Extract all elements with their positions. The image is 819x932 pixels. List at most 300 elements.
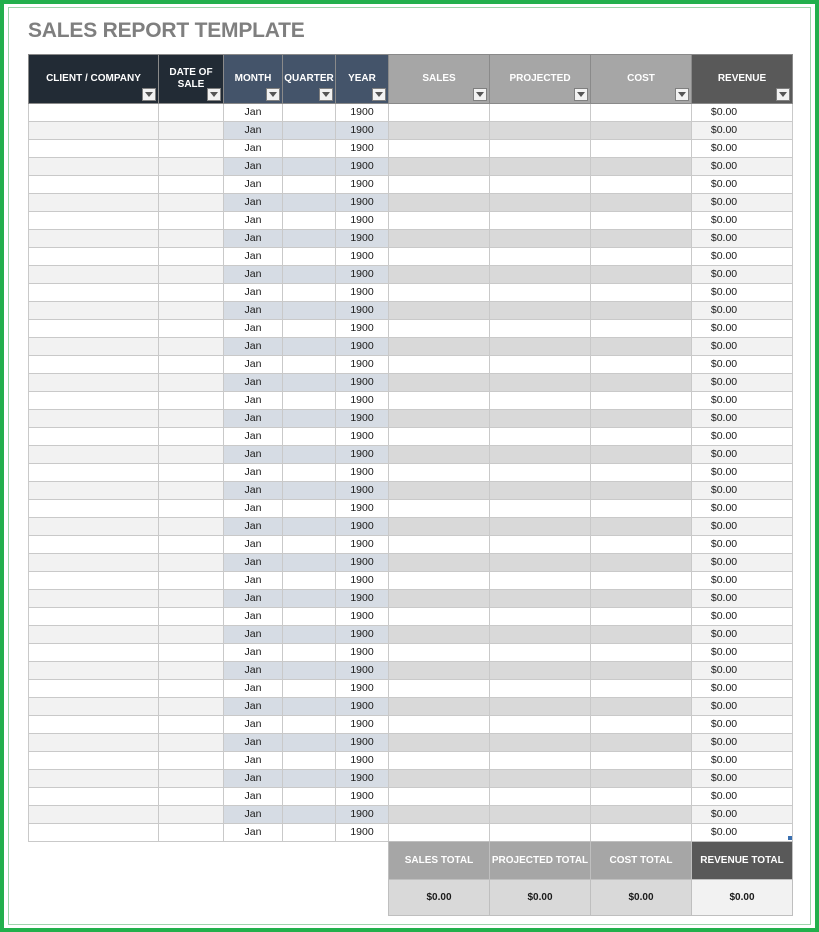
quarter-cell[interactable] [283, 608, 336, 626]
column-header-sales[interactable] [389, 55, 490, 104]
month-cell[interactable]: Jan [224, 230, 283, 248]
month-cell[interactable]: Jan [224, 428, 283, 446]
revenue-cell[interactable]: $0.00 [692, 122, 793, 140]
date-of-sale-cell[interactable] [159, 554, 224, 572]
filter-dropdown-icon[interactable] [574, 88, 588, 101]
month-cell[interactable]: Jan [224, 410, 283, 428]
revenue-cell[interactable]: $0.00 [692, 734, 793, 752]
year-cell[interactable]: 1900 [336, 500, 389, 518]
date-of-sale-cell[interactable] [159, 302, 224, 320]
revenue-cell[interactable]: $0.00 [692, 716, 793, 734]
revenue-cell[interactable]: $0.00 [692, 554, 793, 572]
date-of-sale-cell[interactable] [159, 698, 224, 716]
month-cell[interactable]: Jan [224, 680, 283, 698]
cost-cell[interactable] [591, 500, 692, 518]
client-cell[interactable] [29, 536, 159, 554]
cost-cell[interactable] [591, 716, 692, 734]
client-cell[interactable] [29, 752, 159, 770]
client-cell[interactable] [29, 194, 159, 212]
client-cell[interactable] [29, 590, 159, 608]
sales-cell[interactable] [389, 158, 490, 176]
projected-cell[interactable] [490, 356, 591, 374]
sales-cell[interactable] [389, 338, 490, 356]
projected-cell[interactable] [490, 338, 591, 356]
sales-cell[interactable] [389, 266, 490, 284]
year-cell[interactable]: 1900 [336, 752, 389, 770]
sales-cell[interactable] [389, 122, 490, 140]
year-cell[interactable]: 1900 [336, 284, 389, 302]
month-cell[interactable]: Jan [224, 752, 283, 770]
revenue-cell[interactable]: $0.00 [692, 284, 793, 302]
cost-cell[interactable] [591, 680, 692, 698]
client-cell[interactable] [29, 374, 159, 392]
sales-cell[interactable] [389, 482, 490, 500]
revenue-cell[interactable]: $0.00 [692, 482, 793, 500]
month-cell[interactable]: Jan [224, 482, 283, 500]
year-cell[interactable]: 1900 [336, 122, 389, 140]
date-of-sale-cell[interactable] [159, 536, 224, 554]
date-of-sale-cell[interactable] [159, 680, 224, 698]
client-cell[interactable] [29, 302, 159, 320]
month-cell[interactable]: Jan [224, 158, 283, 176]
date-of-sale-cell[interactable] [159, 572, 224, 590]
revenue-cell[interactable]: $0.00 [692, 392, 793, 410]
quarter-cell[interactable] [283, 482, 336, 500]
month-cell[interactable]: Jan [224, 176, 283, 194]
revenue-cell[interactable]: $0.00 [692, 824, 793, 842]
sales-cell[interactable] [389, 248, 490, 266]
client-cell[interactable] [29, 788, 159, 806]
date-of-sale-cell[interactable] [159, 356, 224, 374]
filter-dropdown-icon[interactable] [776, 88, 790, 101]
quarter-cell[interactable] [283, 788, 336, 806]
projected-cell[interactable] [490, 320, 591, 338]
table-resize-handle-icon[interactable] [788, 836, 792, 840]
sales-cell[interactable] [389, 536, 490, 554]
quarter-cell[interactable] [283, 806, 336, 824]
year-cell[interactable]: 1900 [336, 662, 389, 680]
date-of-sale-cell[interactable] [159, 644, 224, 662]
date-of-sale-cell[interactable] [159, 194, 224, 212]
revenue-cell[interactable]: $0.00 [692, 158, 793, 176]
cost-cell[interactable] [591, 464, 692, 482]
year-cell[interactable]: 1900 [336, 716, 389, 734]
projected-cell[interactable] [490, 158, 591, 176]
column-header-year[interactable] [336, 55, 389, 104]
cost-cell[interactable] [591, 608, 692, 626]
sales-cell[interactable] [389, 194, 490, 212]
month-cell[interactable]: Jan [224, 698, 283, 716]
date-of-sale-cell[interactable] [159, 284, 224, 302]
month-cell[interactable]: Jan [224, 320, 283, 338]
quarter-cell[interactable] [283, 374, 336, 392]
date-of-sale-cell[interactable] [159, 410, 224, 428]
projected-cell[interactable] [490, 230, 591, 248]
year-cell[interactable]: 1900 [336, 158, 389, 176]
quarter-cell[interactable] [283, 644, 336, 662]
revenue-cell[interactable]: $0.00 [692, 518, 793, 536]
month-cell[interactable]: Jan [224, 446, 283, 464]
date-of-sale-cell[interactable] [159, 770, 224, 788]
client-cell[interactable] [29, 680, 159, 698]
projected-cell[interactable] [490, 788, 591, 806]
column-header-month[interactable] [224, 55, 283, 104]
date-of-sale-cell[interactable] [159, 374, 224, 392]
month-cell[interactable]: Jan [224, 248, 283, 266]
date-of-sale-cell[interactable] [159, 482, 224, 500]
sales-cell[interactable] [389, 626, 490, 644]
client-cell[interactable] [29, 176, 159, 194]
quarter-cell[interactable] [283, 266, 336, 284]
month-cell[interactable]: Jan [224, 194, 283, 212]
month-cell[interactable]: Jan [224, 716, 283, 734]
quarter-cell[interactable] [283, 122, 336, 140]
quarter-cell[interactable] [283, 554, 336, 572]
sales-cell[interactable] [389, 788, 490, 806]
sales-cell[interactable] [389, 500, 490, 518]
cost-cell[interactable] [591, 626, 692, 644]
date-of-sale-cell[interactable] [159, 626, 224, 644]
client-cell[interactable] [29, 806, 159, 824]
year-cell[interactable]: 1900 [336, 680, 389, 698]
sales-cell[interactable] [389, 428, 490, 446]
filter-dropdown-icon[interactable] [207, 88, 221, 101]
month-cell[interactable]: Jan [224, 374, 283, 392]
year-cell[interactable]: 1900 [336, 806, 389, 824]
revenue-cell[interactable]: $0.00 [692, 140, 793, 158]
year-cell[interactable]: 1900 [336, 266, 389, 284]
client-cell[interactable] [29, 518, 159, 536]
quarter-cell[interactable] [283, 140, 336, 158]
date-of-sale-cell[interactable] [159, 734, 224, 752]
revenue-cell[interactable]: $0.00 [692, 752, 793, 770]
year-cell[interactable]: 1900 [336, 464, 389, 482]
projected-cell[interactable] [490, 482, 591, 500]
sales-cell[interactable] [389, 212, 490, 230]
quarter-cell[interactable] [283, 284, 336, 302]
year-cell[interactable]: 1900 [336, 554, 389, 572]
revenue-total-value[interactable]: $0.00 [692, 880, 793, 916]
month-cell[interactable]: Jan [224, 338, 283, 356]
revenue-cell[interactable]: $0.00 [692, 176, 793, 194]
revenue-cell[interactable]: $0.00 [692, 320, 793, 338]
sales-cell[interactable] [389, 680, 490, 698]
sales-cell[interactable] [389, 716, 490, 734]
filter-dropdown-icon[interactable] [319, 88, 333, 101]
year-cell[interactable]: 1900 [336, 230, 389, 248]
sales-cell[interactable] [389, 518, 490, 536]
sales-cell[interactable] [389, 446, 490, 464]
client-cell[interactable] [29, 338, 159, 356]
year-cell[interactable]: 1900 [336, 338, 389, 356]
date-of-sale-cell[interactable] [159, 752, 224, 770]
year-cell[interactable]: 1900 [336, 428, 389, 446]
cost-cell[interactable] [591, 536, 692, 554]
month-cell[interactable]: Jan [224, 104, 283, 122]
revenue-cell[interactable]: $0.00 [692, 248, 793, 266]
date-of-sale-cell[interactable] [159, 464, 224, 482]
date-of-sale-cell[interactable] [159, 788, 224, 806]
quarter-cell[interactable] [283, 626, 336, 644]
projected-cell[interactable] [490, 644, 591, 662]
quarter-cell[interactable] [283, 518, 336, 536]
year-cell[interactable]: 1900 [336, 770, 389, 788]
client-cell[interactable] [29, 212, 159, 230]
year-cell[interactable]: 1900 [336, 608, 389, 626]
revenue-cell[interactable]: $0.00 [692, 230, 793, 248]
sales-cell[interactable] [389, 662, 490, 680]
revenue-cell[interactable]: $0.00 [692, 500, 793, 518]
quarter-cell[interactable] [283, 104, 336, 122]
month-cell[interactable]: Jan [224, 590, 283, 608]
projected-cell[interactable] [490, 428, 591, 446]
revenue-cell[interactable]: $0.00 [692, 212, 793, 230]
cost-cell[interactable] [591, 806, 692, 824]
date-of-sale-cell[interactable] [159, 158, 224, 176]
quarter-cell[interactable] [283, 194, 336, 212]
cost-cell[interactable] [591, 572, 692, 590]
year-cell[interactable]: 1900 [336, 176, 389, 194]
filter-dropdown-icon[interactable] [473, 88, 487, 101]
month-cell[interactable]: Jan [224, 644, 283, 662]
client-cell[interactable] [29, 554, 159, 572]
cost-cell[interactable] [591, 482, 692, 500]
revenue-cell[interactable]: $0.00 [692, 356, 793, 374]
revenue-cell[interactable]: $0.00 [692, 572, 793, 590]
column-header-projected[interactable] [490, 55, 591, 104]
quarter-cell[interactable] [283, 752, 336, 770]
year-cell[interactable]: 1900 [336, 104, 389, 122]
client-cell[interactable] [29, 446, 159, 464]
revenue-cell[interactable]: $0.00 [692, 788, 793, 806]
projected-cell[interactable] [490, 554, 591, 572]
sales-cell[interactable] [389, 176, 490, 194]
sales-cell[interactable] [389, 608, 490, 626]
date-of-sale-cell[interactable] [159, 392, 224, 410]
sales-cell[interactable] [389, 770, 490, 788]
projected-cell[interactable] [490, 680, 591, 698]
date-of-sale-cell[interactable] [159, 248, 224, 266]
sales-cell[interactable] [389, 284, 490, 302]
month-cell[interactable]: Jan [224, 734, 283, 752]
revenue-cell[interactable]: $0.00 [692, 104, 793, 122]
year-cell[interactable]: 1900 [336, 140, 389, 158]
filter-dropdown-icon[interactable] [142, 88, 156, 101]
filter-dropdown-icon[interactable] [675, 88, 689, 101]
cost-cell[interactable] [591, 644, 692, 662]
projected-cell[interactable] [490, 626, 591, 644]
sales-cell[interactable] [389, 464, 490, 482]
date-of-sale-cell[interactable] [159, 320, 224, 338]
revenue-cell[interactable]: $0.00 [692, 374, 793, 392]
client-cell[interactable] [29, 410, 159, 428]
sales-cell[interactable] [389, 320, 490, 338]
cost-cell[interactable] [591, 212, 692, 230]
cost-cell[interactable] [591, 158, 692, 176]
date-of-sale-cell[interactable] [159, 590, 224, 608]
cost-cell[interactable] [591, 770, 692, 788]
sales-cell[interactable] [389, 734, 490, 752]
cost-cell[interactable] [591, 266, 692, 284]
date-of-sale-cell[interactable] [159, 176, 224, 194]
client-cell[interactable] [29, 734, 159, 752]
quarter-cell[interactable] [283, 176, 336, 194]
month-cell[interactable]: Jan [224, 806, 283, 824]
client-cell[interactable] [29, 716, 159, 734]
cost-cell[interactable] [591, 554, 692, 572]
date-of-sale-cell[interactable] [159, 716, 224, 734]
projected-cell[interactable] [490, 536, 591, 554]
client-cell[interactable] [29, 572, 159, 590]
projected-cell[interactable] [490, 140, 591, 158]
filter-dropdown-icon[interactable] [372, 88, 386, 101]
cost-cell[interactable] [591, 662, 692, 680]
projected-cell[interactable] [490, 248, 591, 266]
sales-cell[interactable] [389, 590, 490, 608]
client-cell[interactable] [29, 248, 159, 266]
revenue-cell[interactable]: $0.00 [692, 680, 793, 698]
cost-cell[interactable] [591, 320, 692, 338]
cost-cell[interactable] [591, 428, 692, 446]
quarter-cell[interactable] [283, 500, 336, 518]
cost-cell[interactable] [591, 248, 692, 266]
month-cell[interactable]: Jan [224, 536, 283, 554]
date-of-sale-cell[interactable] [159, 212, 224, 230]
date-of-sale-cell[interactable] [159, 824, 224, 842]
quarter-cell[interactable] [283, 662, 336, 680]
client-cell[interactable] [29, 230, 159, 248]
cost-cell[interactable] [591, 824, 692, 842]
month-cell[interactable]: Jan [224, 662, 283, 680]
cost-cell[interactable] [591, 788, 692, 806]
month-cell[interactable]: Jan [224, 266, 283, 284]
sales-cell[interactable] [389, 698, 490, 716]
quarter-cell[interactable] [283, 446, 336, 464]
month-cell[interactable]: Jan [224, 824, 283, 842]
revenue-cell[interactable]: $0.00 [692, 662, 793, 680]
cost-cell[interactable] [591, 104, 692, 122]
year-cell[interactable]: 1900 [336, 302, 389, 320]
quarter-cell[interactable] [283, 392, 336, 410]
year-cell[interactable]: 1900 [336, 446, 389, 464]
cost-cell[interactable] [591, 410, 692, 428]
revenue-cell[interactable]: $0.00 [692, 608, 793, 626]
client-cell[interactable] [29, 392, 159, 410]
year-cell[interactable]: 1900 [336, 212, 389, 230]
year-cell[interactable]: 1900 [336, 626, 389, 644]
quarter-cell[interactable] [283, 680, 336, 698]
projected-cell[interactable] [490, 122, 591, 140]
month-cell[interactable]: Jan [224, 770, 283, 788]
client-cell[interactable] [29, 464, 159, 482]
year-cell[interactable]: 1900 [336, 518, 389, 536]
year-cell[interactable]: 1900 [336, 320, 389, 338]
month-cell[interactable]: Jan [224, 572, 283, 590]
client-cell[interactable] [29, 320, 159, 338]
projected-cell[interactable] [490, 284, 591, 302]
cost-cell[interactable] [591, 734, 692, 752]
cost-cell[interactable] [591, 446, 692, 464]
quarter-cell[interactable] [283, 302, 336, 320]
quarter-cell[interactable] [283, 338, 336, 356]
client-cell[interactable] [29, 428, 159, 446]
sales-cell[interactable] [389, 104, 490, 122]
revenue-cell[interactable]: $0.00 [692, 302, 793, 320]
year-cell[interactable]: 1900 [336, 536, 389, 554]
date-of-sale-cell[interactable] [159, 266, 224, 284]
quarter-cell[interactable] [283, 356, 336, 374]
sales-cell[interactable] [389, 230, 490, 248]
quarter-cell[interactable] [283, 248, 336, 266]
quarter-cell[interactable] [283, 770, 336, 788]
year-cell[interactable]: 1900 [336, 356, 389, 374]
cost-total-value[interactable]: $0.00 [591, 880, 692, 916]
year-cell[interactable]: 1900 [336, 590, 389, 608]
client-cell[interactable] [29, 770, 159, 788]
column-header-client[interactable] [29, 55, 159, 104]
revenue-cell[interactable]: $0.00 [692, 698, 793, 716]
projected-cell[interactable] [490, 104, 591, 122]
month-cell[interactable]: Jan [224, 554, 283, 572]
quarter-cell[interactable] [283, 158, 336, 176]
client-cell[interactable] [29, 608, 159, 626]
quarter-cell[interactable] [283, 410, 336, 428]
sales-cell[interactable] [389, 554, 490, 572]
date-of-sale-cell[interactable] [159, 662, 224, 680]
quarter-cell[interactable] [283, 320, 336, 338]
projected-cell[interactable] [490, 770, 591, 788]
client-cell[interactable] [29, 626, 159, 644]
month-cell[interactable]: Jan [224, 518, 283, 536]
year-cell[interactable]: 1900 [336, 248, 389, 266]
year-cell[interactable]: 1900 [336, 698, 389, 716]
year-cell[interactable]: 1900 [336, 824, 389, 842]
cost-cell[interactable] [591, 176, 692, 194]
revenue-cell[interactable]: $0.00 [692, 410, 793, 428]
client-cell[interactable] [29, 284, 159, 302]
projected-cell[interactable] [490, 176, 591, 194]
projected-cell[interactable] [490, 806, 591, 824]
revenue-cell[interactable]: $0.00 [692, 644, 793, 662]
client-cell[interactable] [29, 644, 159, 662]
revenue-cell[interactable]: $0.00 [692, 428, 793, 446]
revenue-cell[interactable]: $0.00 [692, 446, 793, 464]
month-cell[interactable]: Jan [224, 626, 283, 644]
projected-cell[interactable] [490, 302, 591, 320]
revenue-cell[interactable]: $0.00 [692, 536, 793, 554]
column-header-cost[interactable] [591, 55, 692, 104]
projected-cell[interactable] [490, 410, 591, 428]
client-cell[interactable] [29, 266, 159, 284]
month-cell[interactable]: Jan [224, 356, 283, 374]
sales-cell[interactable] [389, 302, 490, 320]
projected-cell[interactable] [490, 194, 591, 212]
year-cell[interactable]: 1900 [336, 482, 389, 500]
projected-total-value[interactable]: $0.00 [490, 880, 591, 916]
quarter-cell[interactable] [283, 572, 336, 590]
date-of-sale-cell[interactable] [159, 428, 224, 446]
cost-cell[interactable] [591, 392, 692, 410]
year-cell[interactable]: 1900 [336, 644, 389, 662]
sales-cell[interactable] [389, 356, 490, 374]
year-cell[interactable]: 1900 [336, 410, 389, 428]
revenue-cell[interactable]: $0.00 [692, 590, 793, 608]
quarter-cell[interactable] [283, 734, 336, 752]
projected-cell[interactable] [490, 752, 591, 770]
projected-cell[interactable] [490, 392, 591, 410]
date-of-sale-cell[interactable] [159, 122, 224, 140]
projected-cell[interactable] [490, 518, 591, 536]
